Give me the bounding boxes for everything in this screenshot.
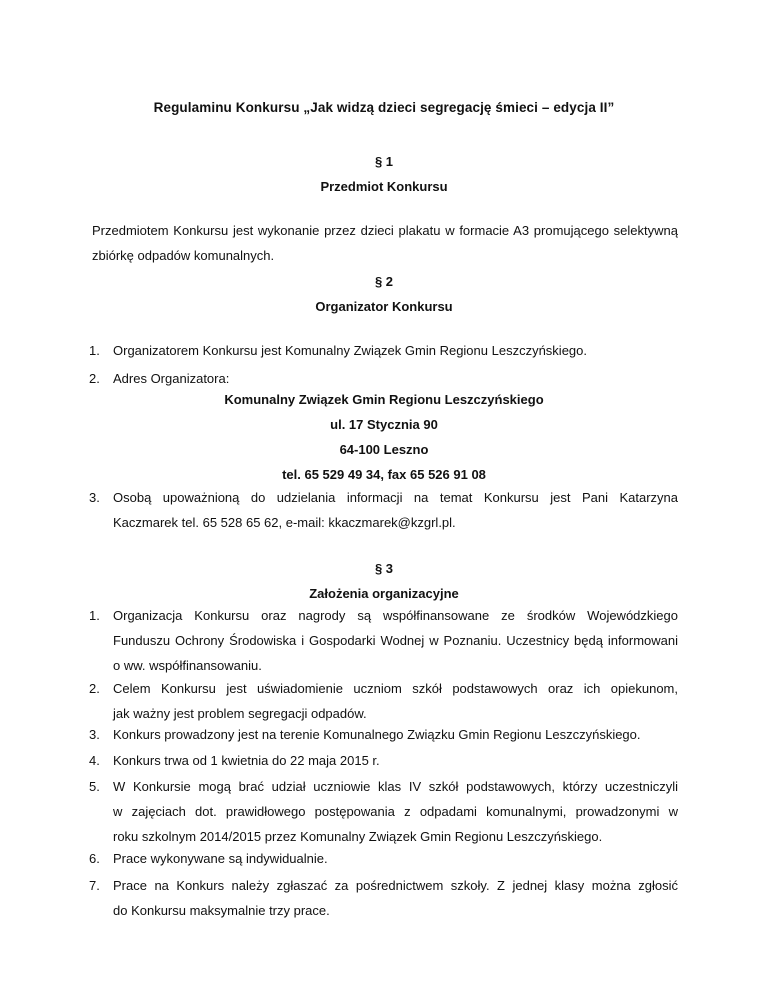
- list-item-number: 3.: [89, 727, 100, 742]
- list-item: [89, 485, 678, 535]
- address-phone: tel. 65 529 49 34, fax 65 526 91 08: [282, 467, 486, 482]
- address-street: ul. 17 Stycznia 90: [330, 417, 438, 432]
- list-item-line: o ww. współfinansowaniu.: [113, 658, 262, 673]
- list-item-line: Konkurs prowadzony jest na terenie Komunalnego Związku Gmin Regionu Leszczyńskiego.: [113, 727, 641, 742]
- list-item-number: 3.: [89, 490, 100, 505]
- list-item-number: 4.: [89, 753, 100, 768]
- section-3-number: § 3: [374, 561, 394, 576]
- section-1-heading: Przedmiot Konkursu: [320, 179, 448, 194]
- list-item-line: Celem Konkursu jest uświadomienie uczniom szkół podstawowych oraz ich opiekunom,: [113, 681, 678, 696]
- list-item: [89, 366, 678, 391]
- list-item: [89, 603, 678, 678]
- list-item-line: W Konkursie mogą brać udział uczniowie klas IV szkół podstawowych, którzy uczestniczyli: [113, 779, 678, 794]
- list-item-text: Adres Organizatora:: [113, 371, 230, 386]
- list-item: [89, 676, 678, 726]
- section-3-heading: Założenia organizacyjne: [309, 586, 459, 601]
- list-item-line: do Konkursu maksymalnie trzy prace.: [113, 903, 330, 918]
- section-1-paragraph: [92, 218, 678, 268]
- list-item: [89, 722, 678, 747]
- list-item-line: Funduszu Ochrony Środowiska i Gospodarki Wodnej w Poznaniu. Uczestnicy będą informowani: [113, 633, 678, 648]
- list-item-number: 1.: [89, 608, 100, 623]
- list-item-text: Organizatorem Konkursu jest Komunalny Związek Gmin Regionu Leszczyńskiego.: [113, 343, 587, 358]
- paragraph-line: Przedmiotem Konkursu jest wykonanie przez dzieci plakatu w formacie A3 promującego selektywną: [92, 223, 678, 238]
- list-item-line: roku szkolnym 2014/2015 przez Komunalny Związek Gmin Regionu Leszczyńskiego.: [113, 829, 603, 844]
- list-item-number: 6.: [89, 851, 100, 866]
- list-item-line: w zajęciach dot. prawidłowego postępowania z odpadami komunalnymi, prowadzonymi w: [113, 804, 678, 819]
- list-item-number: 2.: [89, 681, 100, 696]
- list-item-line: Organizacja Konkursu oraz nagrody są współfinansowane ze środków Wojewódzkiego: [113, 608, 678, 623]
- list-item: [89, 774, 678, 849]
- list-item-number: 5.: [89, 779, 100, 794]
- list-item: [89, 748, 678, 773]
- list-item-line: Osobą upoważnioną do udzielania informacji na temat Konkursu jest Pani Katarzyna: [113, 490, 678, 505]
- list-item-number: 2.: [89, 371, 100, 386]
- list-item-line: Prace wykonywane są indywidualnie.: [113, 851, 328, 866]
- list-item-line: Prace na Konkurs należy zgłaszać za pośrednictwem szkoły. Z jednej klasy można zgłosić: [113, 878, 678, 893]
- section-2-number: § 2: [374, 274, 394, 289]
- list-item: [89, 873, 678, 923]
- list-item: [89, 846, 678, 871]
- list-item-line: Kaczmarek tel. 65 528 65 62, e-mail: kkaczmarek@kzgrl.pl.: [113, 515, 456, 530]
- section-2-heading: Organizator Konkursu: [315, 299, 453, 314]
- list-item-number: 1.: [89, 343, 100, 358]
- list-item: [89, 338, 678, 363]
- list-item-number: 7.: [89, 878, 100, 893]
- list-item-line: Konkurs trwa od 1 kwietnia do 22 maja 2015 r.: [113, 753, 380, 768]
- paragraph-line: zbiórkę odpadów komunalnych.: [92, 248, 275, 263]
- address-city: 64-100 Leszno: [339, 442, 429, 457]
- document-title: Regulaminu Konkursu „Jak widzą dzieci segregację śmieci – edycja II”: [153, 100, 615, 115]
- section-1-number: § 1: [374, 154, 394, 169]
- list-item-line: jak ważny jest problem segregacji odpadów.: [113, 706, 367, 721]
- address-name: Komunalny Związek Gmin Regionu Leszczyńskiego: [224, 392, 544, 407]
